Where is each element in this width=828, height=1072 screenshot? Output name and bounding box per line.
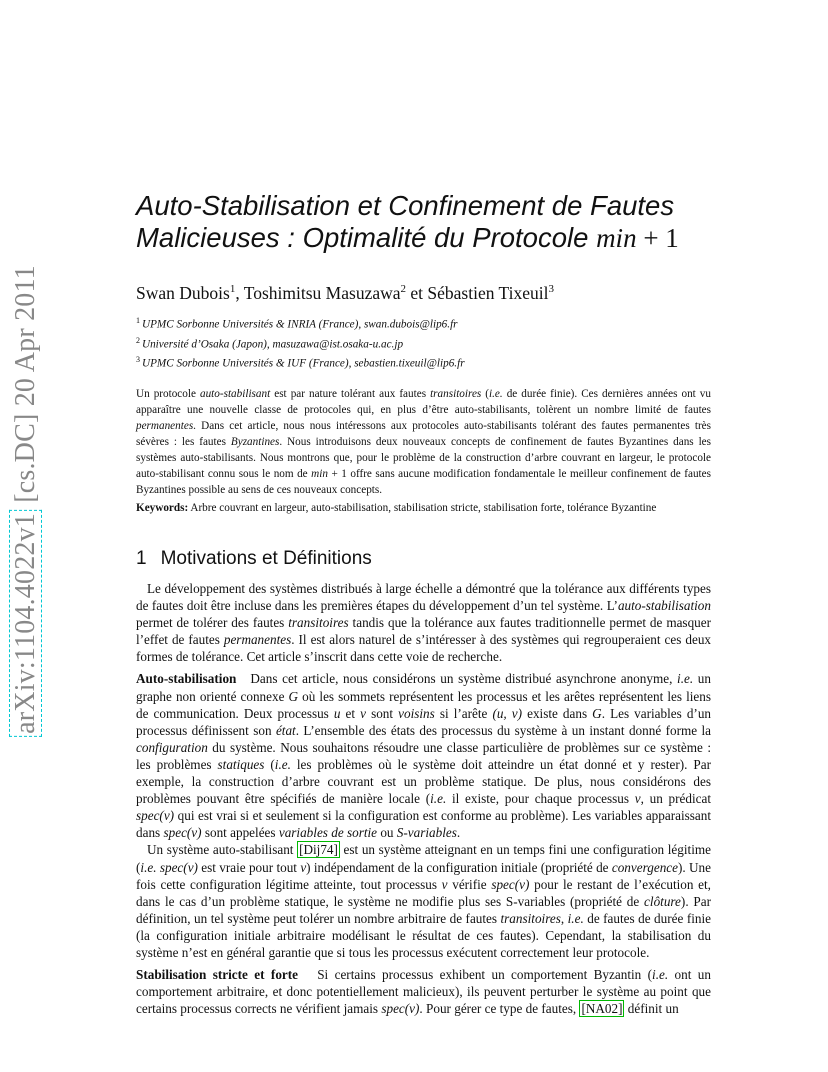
section-body [136, 580, 711, 1017]
paragraph: Le développement des systèmes distribués à large échelle a démontré que la tolérance aux différents types de fautes doit être incluse dans les premières étapes du développement d’un tel système. L’auto-stabilisation permet de tolérer des fautes transitoires tandis que la tolérance aux fautes traditionnelle permet de masquer l’effet de fautes permanentes. Il est alors naturel de s’intéresser à des systèmes qui regrouperaient ces deux formes de tolérance. Cet article s’inscrit dans cette voie de recherche. [136, 581, 712, 665]
section-number: 1 [136, 548, 147, 569]
title-line-1: Auto-Stabilisation et Confinement de Fautes [136, 190, 675, 221]
citation-link[interactable]: [Dij74] [299, 842, 338, 858]
affiliation-item: $^2$ Université d’Osaka (Japon), masuzawa@ist.osaka-u.ac.jp [136, 335, 404, 351]
paragraph: Stabilisation stricte et forte Si certains processus exhibent un comportement Byzantin (i.e. ont un comportement arbitraire, et donc potentiellement malicieux), ils peuvent perturber le système au point que certains processus corrects ne vérifient jamais spec(v). Pour gérer ce type de fautes, [NA02] définit un [136, 967, 711, 1017]
keywords-text: Arbre couvrant en largeur, auto-stabilisation, stabilisation stricte, stabilisation forte, tolérance Byzantine [188, 502, 657, 514]
paragraph: Auto-stabilisation Dans cet article, nous considérons un système distribué asynchrone anonyme, i.e. un graphe non orienté connexe G où les sommets représentent les processus et les arêtes représentent les liens de communication. Deux processus u et v sont voisins si l’arête (u, v) existe dans G. Les variables d’un processus définissent son état. L’ensemble des états des processus du système à un instant donné forme la configuration du système. Nous souhaitons résoudre une classe particulière de problèmes sur ce système : les problèmes statiques (i.e. les problèmes où le système doit atteindre un état donné et y rester). Par exemple, la construction d’arbre couvrant est un problème statique. De plus, nous considérons des problèmes pouvant être spécifiés de manière locale (i.e. il existe, pour chaque processus v, un prédicat spec(v) qui est vrai si et seulement si la configuration est conforme au problème). Les variables apparaissant dans spec(v) sont appelées variables de sortie ou S-variables. [136, 671, 712, 841]
keywords-label: Keywords: [136, 502, 189, 514]
title-line-2: Malicieuses : Optimalité du Protocole min + 1 [136, 222, 679, 253]
arxiv-stamp [4, 262, 48, 740]
arxiv-date: 20 Apr 2011 [10, 265, 41, 407]
citation-link[interactable]: [NA02] [581, 1001, 623, 1017]
affiliations [136, 313, 465, 372]
arxiv-id-link[interactable]: arXiv:1104.4022v1 [9, 510, 42, 737]
abstract: Un protocole auto-stabilisant est par nature tolérant aux fautes transitoires (i.e. de durée finie). Ces dernières années ont vu apparaître une nouvelle classe de protocoles qui, en plus d’être auto-stabilisants, tolèrent un nombre limité de fautes permanentes. Dans cet article, nous nous intéressons aux protocoles auto-stabilisants tolérant des fautes permanentes très sévères : les fautes Byzantines. Nous introduisons deux nouveaux concepts de confinement de fautes Byzantines dans les systèmes auto-stabilisants. Nous montrons que, pour le problème de la construction d’arbre couvrant en largeur, le protocole auto-stabilisant connu sous le nom de min + 1 offre sans aucune modification fondamentale le meilleur confinement de fautes Byzantines possible au sens de ces nouveaux concepts. [136, 388, 712, 496]
author-list: Swan Dubois$^1$, Toshimitsu Masuzawa$^2$ et Sébastien Tixeuil$^3$ [136, 283, 554, 303]
affiliation-item: $^3$ UPMC Sorbonne Universités & IUF (France), sebastien.tixeuil@lip6.fr [136, 355, 465, 371]
paper-title [136, 190, 736, 254]
arxiv-stamp-text [10, 265, 42, 737]
paragraph-heading: Auto-stabilisation [136, 671, 237, 687]
paragraph-heading: Stabilisation stricte et forte [136, 967, 299, 983]
paragraph: Un système auto-stabilisant [Dij74] est un système atteignant en un temps fini une configuration légitime (i.e. spec(v) est vraie pour tout v) indépendament de la configuration initiale (propriété de convergence). Une fois cette configuration légitime atteinte, tout processus v vérifie spec(v) pour le restant de l’exécution et, dans le cas d’un problème statique, le système ne modifie plus ses S-variables (propriété de clôture). Par définition, un tel système peut tolérer un nombre arbitraire de fautes transitoires, i.e. de fautes de durée finie (la configuration initiale arbitraire modélisant le résultat de ces fautes). Cependant, la stabilisation du système n’est en général garantie que si tous les processus exécutent correctement leur protocole. [136, 842, 711, 960]
keywords [136, 500, 711, 516]
author-name: Toshimitsu Masuzawa [243, 283, 401, 303]
section-heading [136, 548, 372, 570]
author-name: Swan Dubois [136, 283, 230, 303]
author-name: Sébastien Tixeuil [427, 283, 549, 303]
affiliation-item: $^1$ UPMC Sorbonne Universités & INRIA (France), swan.dubois@lip6.fr [136, 316, 458, 331]
section-title: Motivations et Définitions [160, 548, 372, 569]
arxiv-category: [cs.DC] [10, 413, 41, 503]
